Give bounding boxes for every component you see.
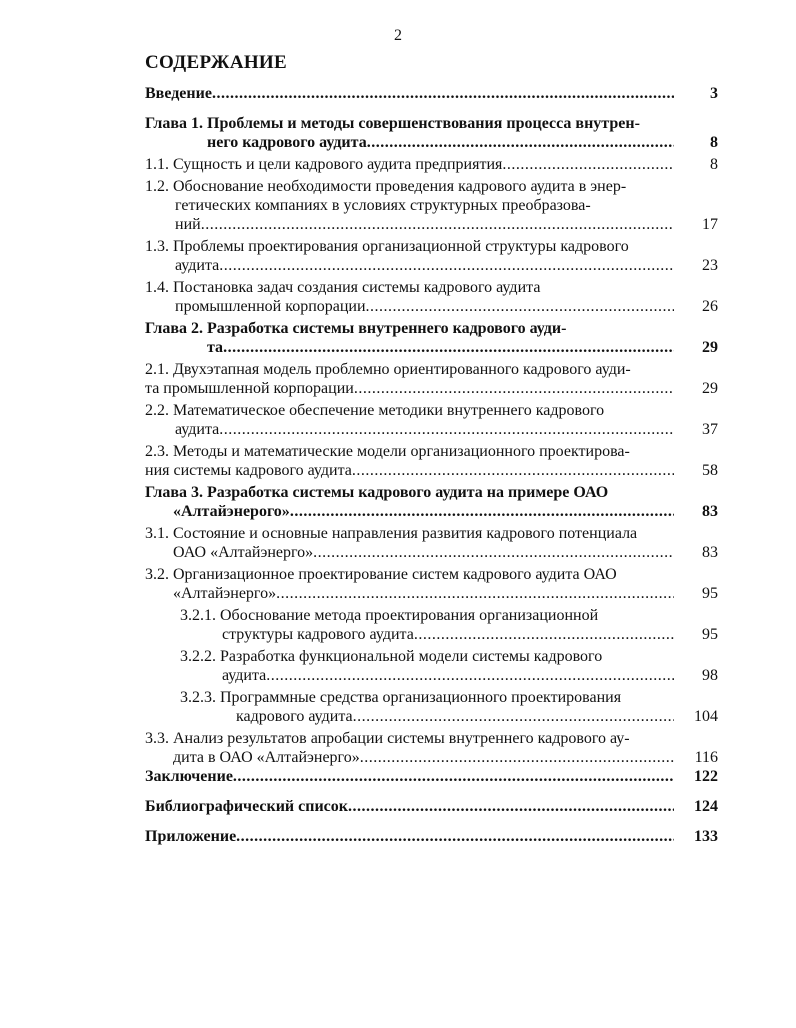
toc-entry-page: 83 — [702, 544, 718, 561]
toc-entry-title-cont: аудита — [175, 257, 220, 274]
dot-leader — [212, 84, 674, 103]
toc-entry-title-cont: ния системы кадрового аудита — [145, 462, 352, 479]
toc-entry-page: 29 — [702, 380, 718, 397]
dot-leader — [266, 666, 674, 685]
toc-entry-title: Приложение — [145, 828, 237, 845]
dot-leader — [223, 338, 674, 357]
toc-entry-appendix[interactable] — [145, 827, 718, 846]
table-of-contents — [145, 84, 718, 846]
toc-entry-section-2-2[interactable] — [145, 401, 718, 439]
toc-entry-section-3-2[interactable] — [145, 565, 718, 603]
toc-entry-title-cont: «Алтайэнерго» — [173, 585, 277, 602]
dot-leader — [366, 297, 674, 316]
toc-entry-title: 1.1. Сущность и цели кадрового аудита предприятия — [145, 156, 503, 173]
toc-entry-page: 83 — [702, 503, 718, 520]
toc-entry-title-cont: «Алтайэнерого» — [173, 503, 290, 520]
dot-leader — [219, 420, 674, 439]
toc-entry-conclusion[interactable] — [145, 767, 718, 786]
dot-leader — [233, 767, 674, 786]
toc-entry-chapter-1[interactable] — [145, 114, 718, 152]
toc-entry-title: 2.2. Математическое обеспечение методики внутреннего кадрового — [145, 402, 605, 419]
toc-entry-title: 3.2.1. Обоснование метода проектирования организационной — [180, 607, 599, 624]
toc-entry-title: Библиографический список — [145, 798, 348, 815]
toc-entry-page: 116 — [694, 749, 718, 766]
toc-entry-page: 98 — [702, 667, 718, 684]
toc-entry-title-cont: дита в ОАО «Алтайэнерго» — [173, 749, 360, 766]
toc-entry-introduction[interactable] — [145, 84, 718, 103]
toc-entry-title: Глава 2. Разработка системы внутреннего кадрового ауди- — [145, 320, 567, 337]
dot-leader — [502, 155, 674, 174]
dot-leader — [276, 584, 674, 603]
toc-entry-page: 58 — [702, 462, 718, 479]
toc-entry-title: 3.2.2. Разработка функциональной модели системы кадрового — [180, 648, 603, 665]
toc-entry-page: 23 — [702, 257, 718, 274]
toc-entry-section-3-3[interactable] — [145, 729, 718, 767]
toc-entry-title-cont: промышленной корпорации — [175, 298, 366, 315]
dot-leader — [313, 543, 674, 562]
toc-entry-title: 1.4. Постановка задач создания системы кадрового аудита — [145, 279, 541, 296]
dot-leader — [367, 133, 674, 152]
dot-leader — [201, 215, 674, 234]
toc-entry-title: Введение — [145, 85, 212, 102]
toc-entry-title: 3.2. Организационное проектирование систем кадрового аудита ОАО — [145, 566, 617, 583]
toc-entry-section-3-2-2[interactable] — [145, 647, 718, 685]
toc-entry-title-cont: кадрового аудита — [236, 708, 353, 725]
toc-entry-title: Глава 1. Проблемы и методы совершенствования процесса внутрен- — [145, 115, 640, 132]
dot-leader — [352, 461, 674, 480]
toc-entry-page: 3 — [710, 85, 718, 102]
toc-entry-title: 3.1. Состояние и основные направления развития кадрового потенциала — [145, 525, 638, 542]
toc-entry-section-2-3[interactable] — [145, 442, 718, 480]
toc-entry-title-cont: та промышленной корпорации — [145, 380, 354, 397]
dot-leader — [219, 256, 674, 275]
toc-entry-section-1-4[interactable] — [145, 278, 718, 316]
toc-entry-section-1-1[interactable] — [145, 155, 718, 174]
toc-entry-page: 95 — [702, 585, 718, 602]
toc-entry-title-cont: та — [207, 339, 224, 356]
toc-entry-section-3-2-3[interactable] — [145, 688, 718, 726]
toc-entry-bibliography[interactable] — [145, 797, 718, 816]
toc-entry-page: 124 — [694, 798, 718, 815]
dot-leader — [353, 707, 674, 726]
toc-entry-section-3-2-1[interactable] — [145, 606, 718, 644]
toc-entry-title-cont: гетических компаниях в условиях структурных преобразова- — [175, 197, 591, 214]
toc-entry-page: 37 — [702, 421, 718, 438]
toc-entry-title-cont: структуры кадрового аудита — [222, 626, 414, 643]
toc-entry-page: 122 — [694, 768, 718, 785]
dot-leader — [414, 625, 674, 644]
dot-leader — [354, 379, 674, 398]
toc-entry-title: 2.1. Двухэтапная модель проблемно ориентированного кадрового ауди- — [145, 361, 631, 378]
toc-entry-section-3-1[interactable] — [145, 524, 718, 562]
toc-entry-title: Заключение — [145, 768, 233, 785]
dot-leader — [360, 748, 674, 767]
toc-entry-page: 95 — [702, 626, 718, 643]
toc-entry-title: 3.2.3. Программные средства организационного проектирования — [180, 689, 622, 706]
toc-entry-section-1-2[interactable] — [145, 177, 718, 234]
toc-entry-page: 26 — [702, 298, 718, 315]
page-number: 2 — [394, 27, 402, 44]
dot-leader — [236, 827, 674, 846]
toc-entry-page: 133 — [694, 828, 718, 845]
toc-entry-section-1-3[interactable] — [145, 237, 718, 275]
toc-title: СОДЕРЖАНИЕ — [145, 52, 287, 73]
toc-entry-title: 1.3. Проблемы проектирования организационной структуры кадрового — [145, 238, 629, 255]
toc-entry-page: 104 — [694, 708, 718, 725]
toc-entry-title-cont: него кадрового аудита — [207, 134, 367, 151]
toc-entry-section-2-1[interactable] — [145, 360, 718, 398]
toc-entry-chapter-3[interactable] — [145, 483, 718, 521]
toc-entry-title: 3.3. Анализ результатов апробации системы внутреннего кадрового ау- — [145, 730, 630, 747]
toc-entry-page: 8 — [710, 156, 718, 173]
toc-entry-page: 17 — [702, 216, 718, 233]
toc-entry-title-cont: аудита — [222, 667, 267, 684]
toc-entry-page: 29 — [702, 339, 718, 356]
toc-entry-title: Глава 3. Разработка системы кадрового аудита на примере ОАО — [145, 484, 609, 501]
toc-entry-title: 2.3. Методы и математические модели организационного проектирова- — [145, 443, 630, 460]
toc-entry-title-cont: ний — [175, 216, 201, 233]
toc-entry-chapter-2[interactable] — [145, 319, 718, 357]
toc-entry-title: 1.2. Обоснование необходимости проведения кадрового аудита в энер- — [145, 178, 627, 195]
toc-entry-page: 8 — [710, 134, 718, 151]
dot-leader — [290, 502, 674, 521]
toc-entry-title-cont: ОАО «Алтайэнерго» — [173, 544, 314, 561]
toc-entry-title-cont: аудита — [175, 421, 220, 438]
dot-leader — [348, 797, 674, 816]
